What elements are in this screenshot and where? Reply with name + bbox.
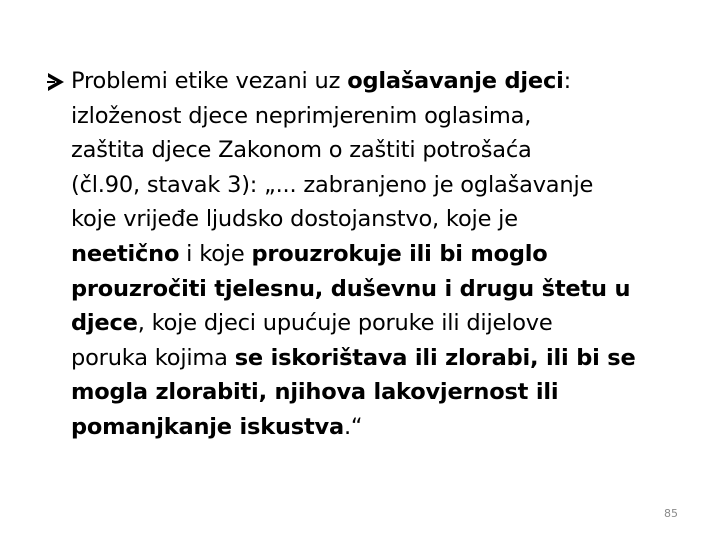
arrow-bullet-icon [46,72,66,92]
bold-text-segment: se iskorištava ili zlorabi, ili bi se [234,344,636,371]
bold-text-segment: prouzrokuje ili bi moglo [251,240,548,267]
text-line [71,410,696,445]
page-number: 85 [664,507,678,520]
text-segment: Problemi etike vezani uz [71,68,348,94]
text-line [71,64,696,99]
text-segment: : [563,68,572,94]
bold-text-segment: pomanjkanje iskustva [71,413,344,440]
bold-text-segment: prouzročiti tjelesnu, duševnu i drugu štetu u [71,275,631,302]
bold-text-segment: djece [71,310,138,337]
text-line [71,341,696,376]
text-segment: poruka kojima [71,344,235,371]
bold-text-segment: oglašavanje djeci [347,68,564,94]
text-segment: .“ [343,413,363,440]
text-segment: zaštita djece Zakonom o zaštiti potrošaća [71,137,532,164]
text-segment: i koje [179,240,252,267]
bold-text-segment: neetično [71,240,180,267]
bullet-point [46,64,696,445]
text-segment: koje vrijeđe ljudsko dostojanstvo, koje je [71,206,518,233]
bold-text-segment: mogla zlorabiti, njihova lakovjernost ili [71,379,559,406]
text-line [71,168,696,203]
text-line [71,272,696,307]
text-line [71,375,696,410]
bullet-text [71,64,696,445]
text-line [71,133,696,168]
text-segment: , koje djeci upućuje poruke ili dijelove [137,310,553,337]
text-segment: izloženost djece neprimjerenim oglasima, [71,102,532,129]
text-line [71,237,696,272]
text-segment: (čl.90, stavak 3): „... zabranjeno je oglašavanje [71,171,594,198]
text-line [71,99,696,134]
text-line [71,202,696,237]
text-line [71,306,696,341]
